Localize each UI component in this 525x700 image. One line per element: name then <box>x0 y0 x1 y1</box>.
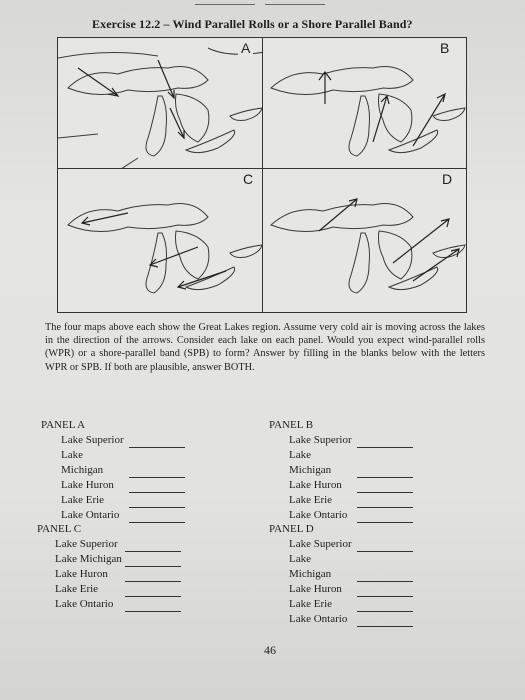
answer-blank[interactable] <box>357 438 413 448</box>
answer-row <box>41 478 185 493</box>
answer-blank[interactable] <box>357 572 413 582</box>
answer-blank[interactable] <box>357 617 413 627</box>
great-lakes-map-a <box>58 38 264 170</box>
answer-blank[interactable] <box>129 438 185 448</box>
panel-title: PANEL D <box>269 523 314 535</box>
page-number: 46 <box>264 643 276 657</box>
answer-row <box>269 612 413 627</box>
instructions-paragraph: The four maps above each show the Great Lakes region. Assume very cold air is moving across the lakes in the direction of the arrows. Consider each lake on each panel. Would you expect wind-parallel rolls (WPR) or a shore-parallel band (SPB) to form? Answer by filling in the blanks below with the letters WPR or SPB. If both are plausible, answer BOTH. <box>45 322 485 373</box>
map-panel-c <box>57 168 264 313</box>
lake-label: Lake Huron <box>61 479 114 491</box>
answer-panel-c <box>37 522 181 612</box>
answer-blank[interactable] <box>357 498 413 508</box>
answer-row <box>41 508 185 523</box>
lake-label: Lake Ontario <box>61 509 120 521</box>
answer-row <box>37 597 181 612</box>
answer-row <box>37 537 181 552</box>
lake-label: Lake Michigan <box>55 553 122 565</box>
answer-row <box>269 582 413 597</box>
lake-label: Lake Michigan <box>289 449 332 476</box>
map-panel-d <box>262 168 467 313</box>
answer-row <box>37 567 181 582</box>
answer-blank[interactable] <box>129 468 185 478</box>
header-rule-right <box>265 4 325 5</box>
header-rule-left <box>195 4 255 5</box>
answer-row <box>269 478 413 493</box>
lake-label: Lake Ontario <box>55 598 114 610</box>
answer-panel-a <box>41 418 185 523</box>
lake-label: Lake Huron <box>289 583 342 595</box>
map-label-a: A <box>238 41 253 55</box>
answer-blank[interactable] <box>357 468 413 478</box>
answer-row <box>41 493 185 508</box>
answer-row <box>269 537 413 552</box>
lake-label: Lake Erie <box>61 494 105 506</box>
lake-label: Lake Huron <box>289 479 342 491</box>
great-lakes-map-d <box>263 169 467 313</box>
answer-blank[interactable] <box>125 572 181 582</box>
answer-blank[interactable] <box>129 483 185 493</box>
lake-label: Lake Erie <box>289 598 333 610</box>
exercise-title: Exercise 12.2 – Wind Parallel Rolls or a Shore Parallel Band? <box>92 17 413 31</box>
answer-row <box>37 552 181 567</box>
map-grid <box>57 37 467 313</box>
answer-row <box>269 597 413 612</box>
answer-blank[interactable] <box>125 602 181 612</box>
answer-blank[interactable] <box>125 557 181 567</box>
lake-label: Lake Superior <box>55 538 118 550</box>
answer-row <box>41 433 185 448</box>
answer-row <box>37 582 181 597</box>
answer-blank[interactable] <box>125 542 181 552</box>
answer-row <box>269 433 413 448</box>
map-label-d: D <box>439 172 455 186</box>
answer-blank[interactable] <box>129 498 185 508</box>
lake-label: Lake Ontario <box>289 509 348 521</box>
map-label-c: C <box>240 172 256 186</box>
answer-row <box>269 448 413 478</box>
map-panel-a <box>57 37 264 170</box>
lake-label: Lake Ontario <box>289 613 348 625</box>
answer-panel-b <box>269 418 413 523</box>
lake-label: Lake Erie <box>289 494 333 506</box>
answer-blank[interactable] <box>357 542 413 552</box>
panel-title: PANEL C <box>37 523 82 535</box>
answer-blank[interactable] <box>125 587 181 597</box>
map-panel-b <box>262 37 467 170</box>
panel-title: PANEL A <box>41 419 86 431</box>
answer-blank[interactable] <box>357 587 413 597</box>
answer-blank[interactable] <box>357 483 413 493</box>
lake-label: Lake Huron <box>55 568 108 580</box>
panel-title: PANEL B <box>269 419 314 431</box>
great-lakes-map-b <box>263 38 467 170</box>
lake-label: Lake Michigan <box>61 449 104 476</box>
map-label-b: B <box>437 41 452 55</box>
answer-panel-d <box>269 522 413 627</box>
lake-label: Lake Erie <box>55 583 99 595</box>
lake-label: Lake Michigan <box>289 553 332 580</box>
lake-label: Lake Superior <box>289 434 352 446</box>
answer-row <box>269 508 413 523</box>
answer-row <box>269 552 413 582</box>
answer-row <box>41 448 185 478</box>
answer-row <box>269 493 413 508</box>
great-lakes-map-c <box>58 169 264 313</box>
lake-label: Lake Superior <box>289 538 352 550</box>
lake-label: Lake Superior <box>61 434 124 446</box>
answer-blank[interactable] <box>357 602 413 612</box>
